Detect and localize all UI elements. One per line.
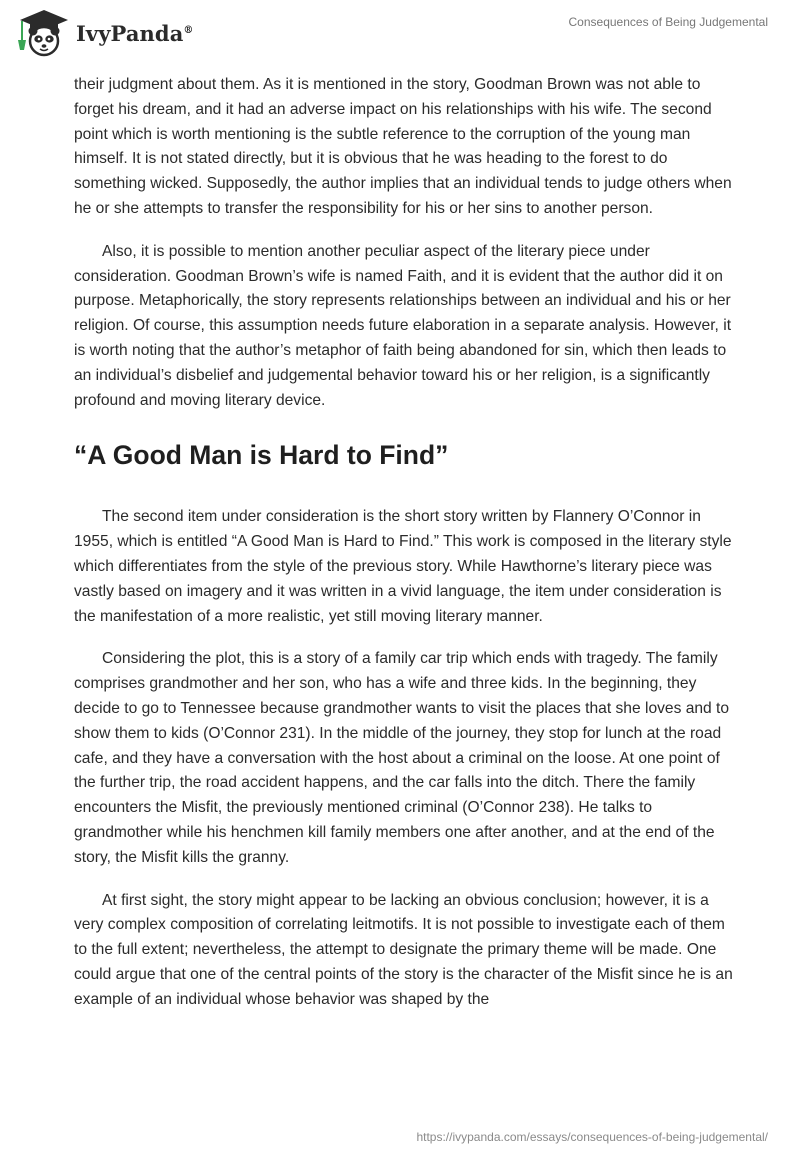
source-url[interactable]: https://ivypanda.com/essays/consequences-of-being-judgemental/ <box>416 1130 768 1144</box>
panda-graduate-icon <box>14 6 72 58</box>
paragraph-4: Considering the plot, this is a story of a family car trip which ends with tragedy. The family comprises grandmother and her son, who has a wife and three kids. In the beginning, they decide to go to Tennessee because grandmother wants to visit the places that she loves and to show them to kids (O’Connor 231). In the middle of the journey, they stop for lunch at the road cafe, and they have a conversation with the host about a criminal on the loose. At one point of the further trip, the road accident happens, and the car falls into the ditch. There the family encounters the Misfit, the previously mentioned criminal (O’Connor 238). He talks to grandmother while his henchmen kill family members one after another, and at the end of the story, the Misfit kills the granny. <box>74 650 730 866</box>
document-title: Consequences of Being Judgemental <box>568 15 768 29</box>
logo[interactable] <box>14 6 194 58</box>
essay-body <box>74 73 734 1031</box>
paragraph-2: Also, it is possible to mention another peculiar aspect of the literary piece under consideration. Goodman Brown’s wife is named Faith, and it is evident that the author did it on purpose. Metaphorically, the story represents relationships between an individual and his or her religion. Of course, this assumption needs future elaboration in a separate analysis. However, it is worth noting that the author’s metaphor of faith being abandoned for sin, which then leads to an individual’s disbelief and judgemental behavior toward his or her religion, is a significantly profound and moving literary device. <box>74 242 732 409</box>
page-header <box>0 0 800 66</box>
brand-name: IvyPanda® <box>76 20 194 46</box>
registered-mark: ® <box>183 24 194 36</box>
paragraph-1: their judgment about them. As it is mentioned in the story, Goodman Brown was not able to forget his dream, and it had an adverse impact on his relationships with his wife. The second point which is worth mentioning is the subtle reference to the corruption of the young man himself. It is not stated directly, but it is obvious that he was heading to the forest to do something wicked. Supposedly, the author implies that an individual tends to judge others when he or she attempts to transfer the responsibility for his or her sins to another person. <box>74 76 732 217</box>
paragraph-5: At first sight, the story might appear to be lacking an obvious conclusion; however, it is a very complex composition of correlating leitmotifs. It is not possible to investigate each of them to the full extent; nevertheless, the attempt to designate the primary theme will be made. One could argue that one of the central points of the story is the character of the Misfit since he is an example of an individual whose behavior was shaped by the <box>74 891 733 1008</box>
paragraph-3: The second item under consideration is the short story written by Flannery O’Connor in 1955, which is entitled “A Good Man is Hard to Find.” This work is composed in the literary style which differentiates from the style of the previous story. While Hawthorne’s literary piece was vastly based on imagery and it was written in a vivid language, the item under consideration is the manifestation of a more realistic, yet still moving literary manner. <box>74 508 732 625</box>
section-heading: “A Good Man is Hard to Find” <box>74 440 449 471</box>
